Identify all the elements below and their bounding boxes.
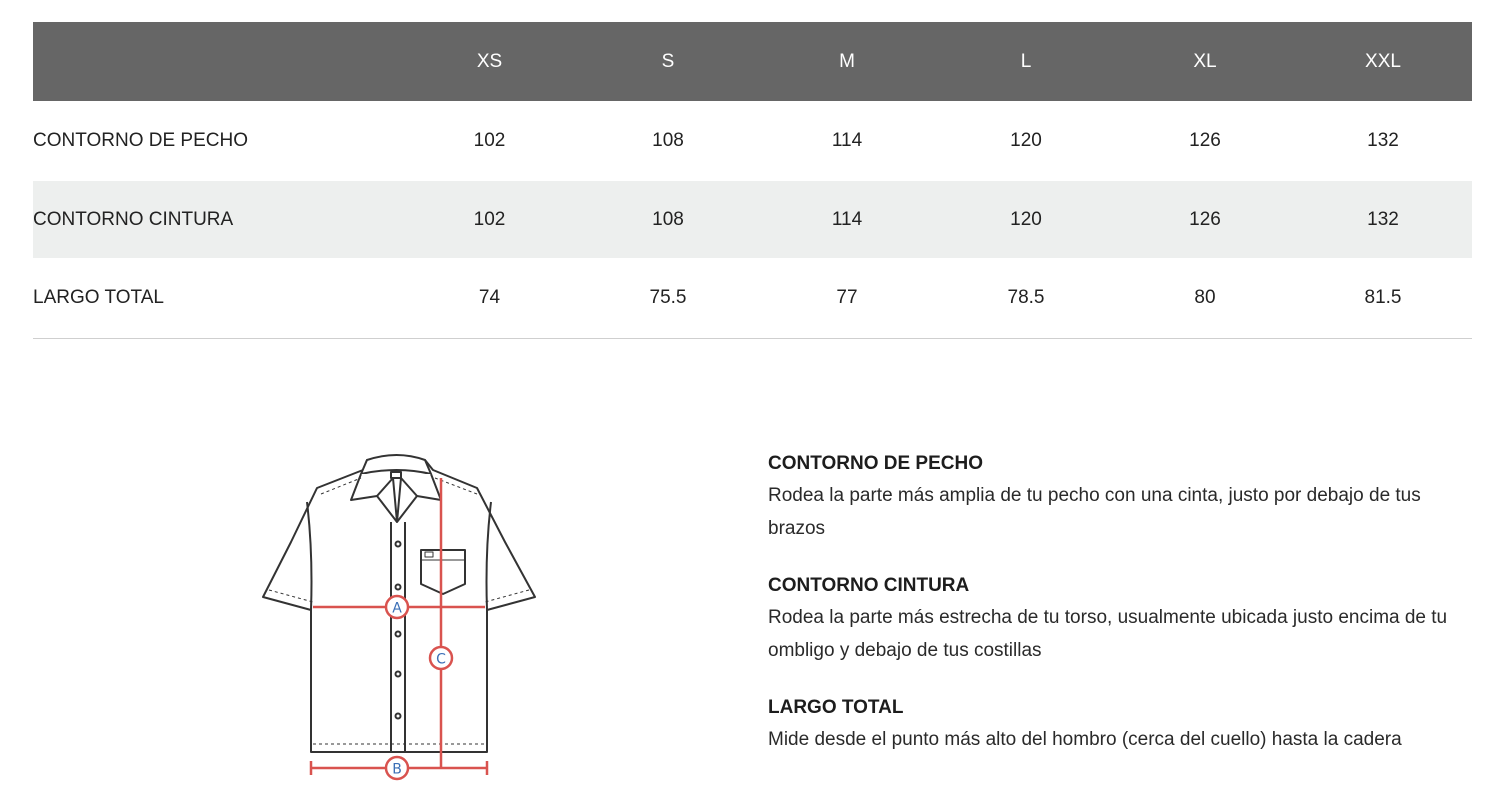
size-table (33, 22, 1472, 339)
table-cell: 108 (578, 181, 758, 258)
size-header-l: L (936, 22, 1116, 101)
marker-a-label: A (392, 600, 402, 617)
guide-section-waist (768, 573, 1458, 667)
table-cell: 81.5 (1294, 258, 1472, 339)
row-label: CONTORNO CINTURA (33, 181, 401, 258)
guide-title: CONTORNO CINTURA (768, 575, 970, 596)
shirt-measurement-diagram (255, 452, 545, 787)
table-cell: 108 (652, 130, 684, 151)
table-cell: 102 (401, 181, 578, 258)
marker-b (386, 757, 408, 779)
table-cell: 126 (1116, 181, 1294, 258)
table-cell: 120 (1010, 130, 1042, 151)
row-label: LARGO TOTAL (33, 258, 401, 339)
table-cell: 78.5 (936, 258, 1116, 339)
table-cell: 114 (758, 181, 936, 258)
marker-c (430, 647, 452, 669)
table-cell: 114 (831, 130, 863, 151)
guide-section-chest (768, 451, 1458, 545)
table-row (33, 181, 1472, 258)
marker-c-label: C (436, 651, 446, 668)
header-empty-cell (33, 22, 401, 101)
size-header-row (33, 22, 1472, 101)
guide-section-length (768, 695, 1458, 756)
table-row (33, 101, 1472, 181)
table-cell: 102 (473, 130, 506, 151)
table-cell: 132 (1367, 130, 1399, 151)
guide-description: Rodea la parte más amplia de tu pecho con una cinta, justo por debajo de tus brazos (768, 485, 1421, 539)
table-cell: 126 (1189, 130, 1221, 151)
marker-a (386, 596, 408, 618)
size-header-m: M (758, 22, 936, 101)
size-header-s: S (578, 22, 758, 101)
table-cell: 77 (758, 258, 936, 339)
size-header-xxl: XXL (1294, 22, 1472, 101)
measurement-guide (768, 451, 1458, 784)
guide-title: CONTORNO DE PECHO (768, 453, 984, 474)
table-cell: 120 (936, 181, 1116, 258)
guide-description: Rodea la parte más estrecha de tu torso, usualmente ubicada justo encima de tu ombligo y debajo de tus costillas (768, 607, 1448, 661)
guide-description: Mide desde el punto más alto del hombro (cerca del cuello) hasta la cadera (768, 729, 1402, 750)
table-cell: 132 (1294, 181, 1472, 258)
table-cell: 80 (1116, 258, 1294, 339)
guide-title: LARGO TOTAL (768, 697, 904, 718)
table-cell: 74 (401, 258, 578, 339)
table-cell: 75.5 (578, 258, 758, 339)
table-row (33, 258, 1472, 339)
size-header-xl: XL (1116, 22, 1294, 101)
row-label: CONTORNO DE PECHO (33, 130, 249, 151)
size-header-xs: XS (401, 22, 578, 101)
marker-b-label: B (392, 761, 402, 778)
